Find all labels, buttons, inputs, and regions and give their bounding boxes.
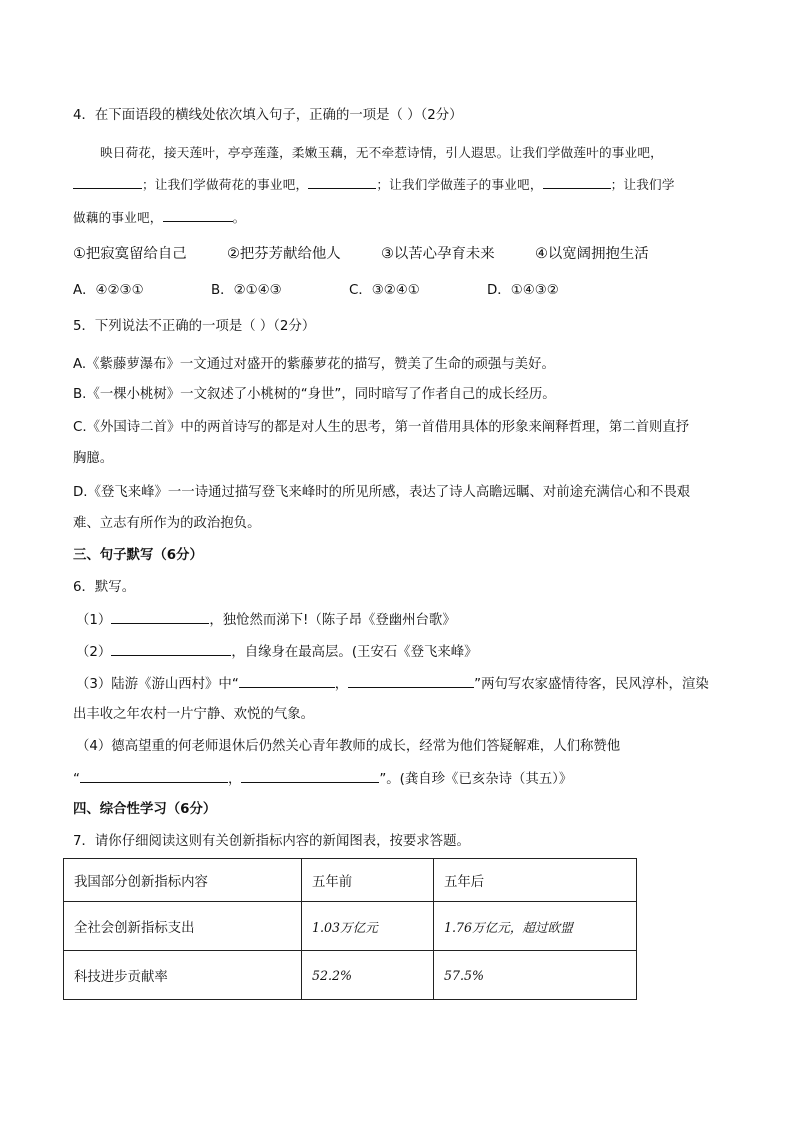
q4-choice-d[interactable]: D．①④③② (487, 283, 559, 298)
q6-item-4-cont (73, 768, 572, 790)
q4-passage-line3 (73, 207, 245, 228)
q6-blank-3[interactable] (239, 673, 335, 688)
q4-choice-b[interactable]: B．②①④③ (211, 283, 282, 298)
q6-item-3-cont: 出丰收之年农村一片宁静、欢悦的气象。 (73, 707, 315, 722)
q6-item-4-comma: ， (227, 772, 242, 787)
q4-stem: 4．在下面语段的横线处依次填入句子，正确的一项是（ ）（2分） (73, 108, 463, 123)
q4-choices (73, 281, 559, 301)
q6-stem: 6．默写。 (73, 580, 136, 595)
q4-passage-text: 。 (232, 210, 246, 225)
q6-item-4: （4）德高望重的何老师退休后仍然关心青年教师的成长，经常为他们答疑解难，人们称赞他 (76, 739, 621, 754)
q6-item-3-text: ”两句写农家盛情待客，民风淳朴，渲染 (474, 677, 709, 692)
q5-stem: 5．下列说法不正确的一项是（ ）（2分） (73, 319, 316, 334)
innovation-table (63, 858, 637, 1000)
q4-sentence-2: ②把芬芳献给他人 (227, 246, 341, 262)
q6-item-4-quote: “ (73, 772, 80, 787)
q6-item-3-comma: ， (334, 677, 349, 692)
table-header-cell: 我国部分创新指标内容 (64, 859, 302, 902)
q6-item-4-text: ”。(龚自珍《已亥杂诗（其五）》 (379, 772, 573, 787)
q6-item-3 (76, 673, 709, 695)
q4-blank-1[interactable] (73, 174, 142, 189)
section-4-title: 四、综合性学习（6分） (73, 802, 217, 817)
table-cell: 1.03万亿元 (302, 902, 434, 951)
q6-item-2-number: （2） (76, 645, 112, 660)
q5-option-c[interactable]: C.《外国诗二首》中的两首诗写的都是对人生的思考，第一首借用具体的形象来阐释哲理，第二首则直抒 (73, 420, 690, 435)
q5-option-b[interactable]: B.《一棵小桃树》一文叙述了小桃树的“身世”，同时暗写了作者自己的成长经历。 (73, 387, 556, 402)
q4-passage-line1: 映日荷花，接天莲叶，亭亭莲蓬，柔嫩玉藕，无不牵惹诗情，引人遐思。让我们学做莲叶的事业吧， (100, 145, 663, 160)
q6-item-1-number: （1） (76, 613, 112, 628)
table-cell: 全社会创新指标支出 (64, 902, 302, 951)
q6-item-2-text: ，自缘身在最高层。(王安石《登飞来峰》 (231, 645, 478, 660)
q4-sentence-1: ①把寂寞留给自己 (73, 246, 187, 262)
q4-choice-c[interactable]: C．③②④① (349, 283, 420, 298)
table-header-row (64, 859, 637, 902)
q6-blank-6[interactable] (241, 768, 379, 783)
q6-blank-5[interactable] (80, 768, 228, 783)
q5-option-a[interactable]: A.《紫藤萝瀑布》一文通过对盛开的紫藤萝花的描写，赞美了生命的顽强与美好。 (73, 357, 555, 372)
q6-blank-1[interactable] (111, 609, 209, 624)
table-cell: 57.5% (434, 951, 637, 1000)
table-header-cell: 五年后 (434, 859, 637, 902)
q4-passage-text: ；让我们学做莲子的事业吧， (376, 177, 543, 192)
q6-item-1-text: ，独怆然而涕下!（陈子昂《登幽州台歌》 (209, 613, 456, 628)
q5-option-d-cont: 难、立志有所作为的政治抱负。 (73, 516, 261, 531)
q6-item-1 (76, 609, 456, 631)
q4-passage-text: ；让我们学 (610, 177, 675, 192)
q5-option-c-cont: 胸臆。 (73, 451, 114, 466)
q4-blank-3[interactable] (543, 174, 611, 189)
table-cell: 科技进步贡献率 (64, 951, 302, 1000)
q4-choice-a[interactable]: A．④②③① (73, 283, 144, 298)
q7-stem: 7．请你仔细阅读这则有关创新指标内容的新闻图表，按要求答题。 (73, 834, 470, 849)
q4-sentence-3: ③以苦心孕育未来 (381, 246, 495, 262)
table-cell: 52.2% (302, 951, 434, 1000)
q4-sentence-4: ④以宽阔拥抱生活 (535, 246, 649, 262)
q6-item-3-text: （3）陆游《游山西村》中“ (76, 677, 239, 692)
q4-blank-4[interactable] (163, 207, 233, 222)
q4-passage-text: 做藕的事业吧， (73, 210, 163, 225)
q6-blank-2[interactable] (111, 641, 231, 656)
table-row (64, 951, 637, 1000)
table-cell: 1.76万亿元，超过欧盟 (434, 902, 637, 951)
q4-passage-text: ；让我们学做荷花的事业吧， (142, 177, 309, 192)
q6-blank-4[interactable] (348, 673, 474, 688)
q6-item-2 (76, 641, 478, 663)
q4-blank-2[interactable] (308, 174, 376, 189)
section-3-title: 三、句子默写（6分） (73, 548, 203, 563)
table-header-cell: 五年前 (302, 859, 434, 902)
q5-option-d[interactable]: D.《登飞来峰》一一诗通过描写登飞来峰时的所见所感，表达了诗人高瞻远瞩、对前途充满信心和不畏艰 (73, 485, 691, 500)
table-row (64, 902, 637, 951)
q4-sentences (73, 244, 649, 264)
q4-passage-line2 (73, 174, 675, 195)
